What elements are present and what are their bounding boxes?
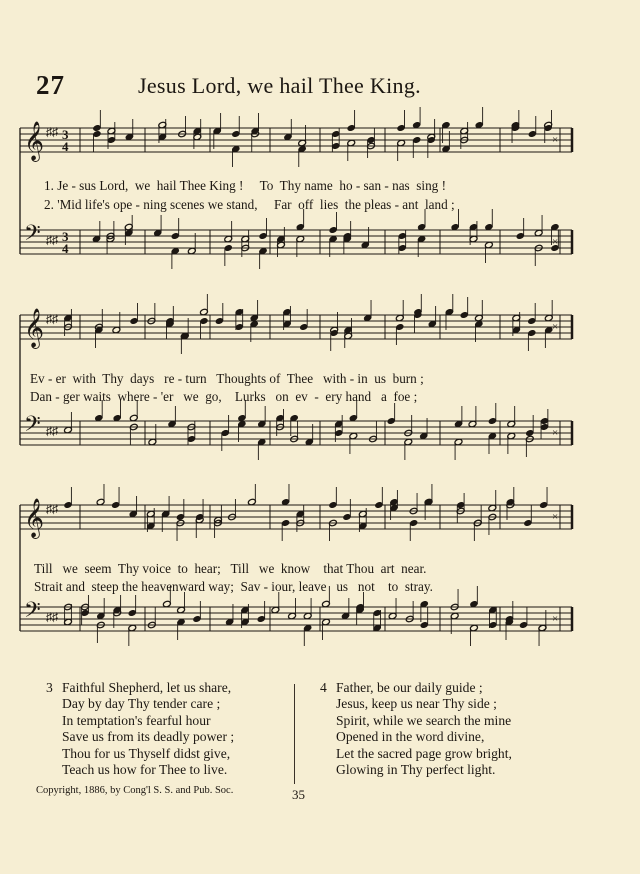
bass-clef-icon: 𝄢 — [24, 598, 41, 628]
key-signature-icon: ♯♯ — [46, 233, 58, 247]
rest-icon: × — [552, 427, 559, 439]
key-signature-icon: ♯♯ — [46, 312, 58, 326]
verse-line: Day by day Thy tender care ; — [62, 696, 221, 712]
lyric-line-verse2: 2. 'Mid life's ope - ning scenes we stand, Far off lies the pleas - ant land ; — [44, 197, 455, 212]
verse-3 — [46, 680, 235, 778]
verse-line: Save us from its deadly power ; — [62, 729, 235, 745]
verse-line: Glowing in Thy perfect light. — [336, 762, 496, 778]
lyric-line-verse1: Till we seem Thy voice to hear; Till we know that Thou art near. — [34, 561, 427, 576]
rest-icon: × — [552, 511, 559, 523]
lyric-line-verse2: Strait and steep the heavenward way; Sav - iour, leave us not to stray. — [34, 579, 433, 594]
bass-clef-icon: 𝄢 — [24, 412, 41, 442]
time-signature-bottom: 4 — [62, 241, 69, 256]
lyric-line-verse1: 1. Je - sus Lord, we hail Thee King ! To Thy name ho - san - nas sing ! — [44, 178, 446, 193]
rest-icon: × — [552, 236, 559, 248]
bass-staff — [20, 586, 572, 646]
treble-clef-icon: 𝄞 — [24, 121, 45, 161]
verse-line: Spirit, while we search the mine — [336, 712, 512, 728]
time-signature-top: 3 — [62, 127, 69, 142]
rest-icon: × — [552, 321, 559, 333]
key-signature-icon: ♯♯ — [46, 125, 58, 139]
key-signature-icon: ♯♯ — [46, 502, 58, 516]
verse-number: 3 — [46, 680, 53, 695]
verse-line: Father, be our daily guide ; — [336, 680, 483, 695]
page-number: 35 — [292, 787, 305, 802]
time-signature-top: 3 — [62, 229, 69, 244]
verse-line: Opened in the word divine, — [336, 729, 485, 745]
treble-clef-icon: 𝄞 — [24, 308, 45, 348]
verse-line: Faithful Shepherd, let us share, — [62, 680, 232, 695]
hymn-title: Jesus Lord, we hail Thee King. — [138, 73, 421, 98]
verse-line: Jesus, keep us near Thy side ; — [336, 696, 497, 712]
treble-staff — [20, 294, 572, 354]
treble-clef-icon: 𝄞 — [24, 498, 45, 538]
lyric-line-verse2: Dan - ger waits where - 'er we go, Lurks on ev - ery hand a foe ; — [30, 389, 418, 404]
verse-line: In temptation's fearful hour — [62, 712, 211, 728]
bass-clef-icon: 𝄢 — [24, 221, 41, 251]
verse-line: Thou for us Thyself didst give, — [62, 745, 231, 761]
key-signature-icon: ♯♯ — [46, 424, 58, 438]
hymn-number: 27 — [36, 70, 65, 100]
time-signature-bottom: 4 — [62, 139, 69, 154]
key-signature-icon: ♯♯ — [46, 610, 58, 624]
verse-line: Teach us how for Thee to live. — [62, 762, 228, 778]
copyright-notice: Copyright, 1886, by Cong'l S. S. and Pub. Soc. — [36, 785, 234, 796]
treble-staff — [20, 107, 572, 167]
rest-icon: × — [552, 613, 559, 625]
verse-line: Let the sacred page grow bright, — [336, 745, 512, 761]
bass-staff — [20, 400, 572, 460]
verse-number: 4 — [320, 680, 327, 695]
lyric-line-verse1: Ev - er with Thy days re - turn Thoughts of Thee with - in us burn ; — [30, 371, 424, 386]
verse-divider — [294, 684, 295, 784]
bass-staff — [20, 209, 572, 269]
verse-4 — [320, 680, 512, 778]
rest-icon: × — [552, 134, 559, 146]
treble-staff — [20, 484, 572, 541]
